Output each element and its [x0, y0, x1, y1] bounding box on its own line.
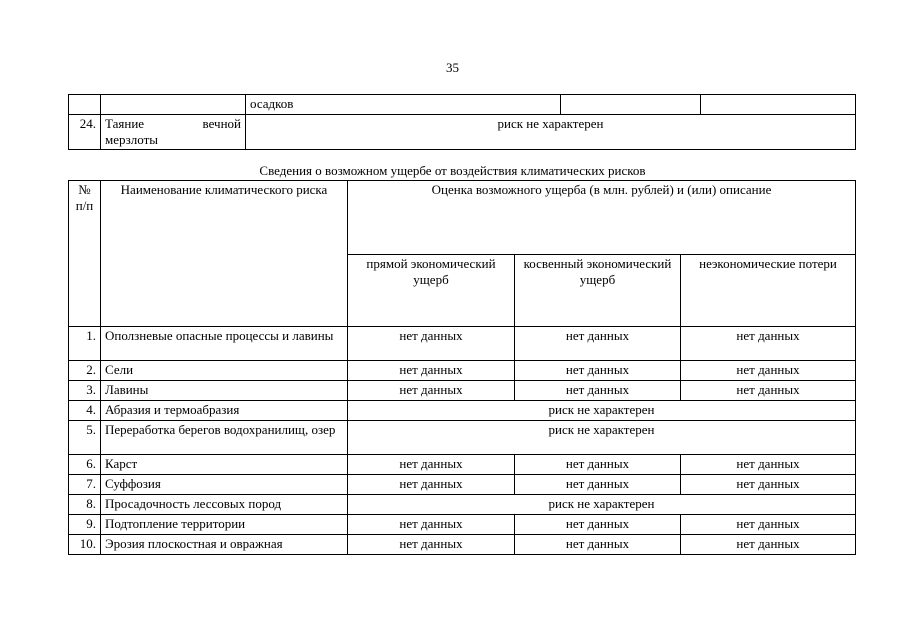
header-direct: прямой экономический ущерб: [348, 255, 515, 327]
direct-damage: нет данных: [348, 475, 515, 495]
header-assessment: Оценка возможного ущерба (в млн. рублей) и (или) описание: [348, 181, 856, 255]
risk-name: Оползневые опасные процессы и лавины: [101, 327, 348, 361]
table-row: [69, 535, 856, 555]
row-number: 8.: [69, 495, 101, 515]
direct-damage: нет данных: [348, 515, 515, 535]
risk-name: Абразия и термоабразия: [101, 401, 348, 421]
row-number: 5.: [69, 421, 101, 455]
risk-name: Лавины: [101, 381, 348, 401]
risk-name: Карст: [101, 455, 348, 475]
risk-name: Просадочность лессовых пород: [101, 495, 348, 515]
nonecon-losses: нет данных: [681, 381, 856, 401]
direct-damage: нет данных: [348, 535, 515, 555]
damage-table: [68, 180, 856, 555]
row-number: 10.: [69, 535, 101, 555]
table-row: [69, 327, 856, 361]
row-number: 3.: [69, 381, 101, 401]
header-risk-name: Наименование климатического риска: [101, 181, 348, 327]
cell-text: осадков: [246, 95, 561, 115]
indirect-damage: нет данных: [515, 327, 681, 361]
header-nonecon: неэкономические потери: [681, 255, 856, 327]
indirect-damage: нет данных: [515, 515, 681, 535]
risk-status: риск не характерен: [348, 401, 856, 421]
risk-status: риск не характерен: [246, 115, 856, 150]
row-number: 4.: [69, 401, 101, 421]
indirect-damage: нет данных: [515, 381, 681, 401]
row-number: 7.: [69, 475, 101, 495]
header-indirect: косвенный экономический ущерб: [515, 255, 681, 327]
risk-name: Сели: [101, 361, 348, 381]
risk-name: [101, 115, 246, 150]
table-row: [69, 421, 856, 455]
table-row: [69, 455, 856, 475]
nonecon-losses: нет данных: [681, 475, 856, 495]
nonecon-losses: нет данных: [681, 535, 856, 555]
row-number: 1.: [69, 327, 101, 361]
row-number: 24.: [69, 115, 101, 150]
indirect-damage: нет данных: [515, 361, 681, 381]
direct-damage: нет данных: [348, 381, 515, 401]
indirect-damage: нет данных: [515, 535, 681, 555]
row-number: 2.: [69, 361, 101, 381]
table-row: [69, 495, 856, 515]
direct-damage: нет данных: [348, 361, 515, 381]
table-row: [69, 381, 856, 401]
risk-name-line: мерзлоты: [105, 132, 159, 147]
indirect-damage: нет данных: [515, 475, 681, 495]
row-number: 6.: [69, 455, 101, 475]
table-row: [69, 361, 856, 381]
table-row: [69, 515, 856, 535]
previous-table-continuation: [68, 94, 856, 150]
risk-name: Суффозия: [101, 475, 348, 495]
indirect-damage: нет данных: [515, 455, 681, 475]
risk-status: риск не характерен: [348, 495, 856, 515]
row-number: 9.: [69, 515, 101, 535]
header-row: [69, 181, 856, 255]
table-row: [69, 475, 856, 495]
nonecon-losses: нет данных: [681, 455, 856, 475]
table-caption: Сведения о возможном ущербе от воздействия климатических рисков: [259, 163, 646, 178]
table-row: [69, 401, 856, 421]
risk-name: Подтопление территории: [101, 515, 348, 535]
risk-name: Переработка берегов водохранилищ, озер: [101, 421, 348, 455]
nonecon-losses: нет данных: [681, 515, 856, 535]
direct-damage: нет данных: [348, 455, 515, 475]
header-number: № п/п: [69, 181, 101, 327]
page-number: 35: [446, 60, 459, 75]
risk-name-line: Таяние вечной: [105, 116, 241, 131]
table-row: [69, 115, 856, 150]
direct-damage: нет данных: [348, 327, 515, 361]
risk-status: риск не характерен: [348, 421, 856, 455]
risk-name: Эрозия плоскостная и овражная: [101, 535, 348, 555]
nonecon-losses: нет данных: [681, 361, 856, 381]
nonecon-losses: нет данных: [681, 327, 856, 361]
table-row: [69, 95, 856, 115]
